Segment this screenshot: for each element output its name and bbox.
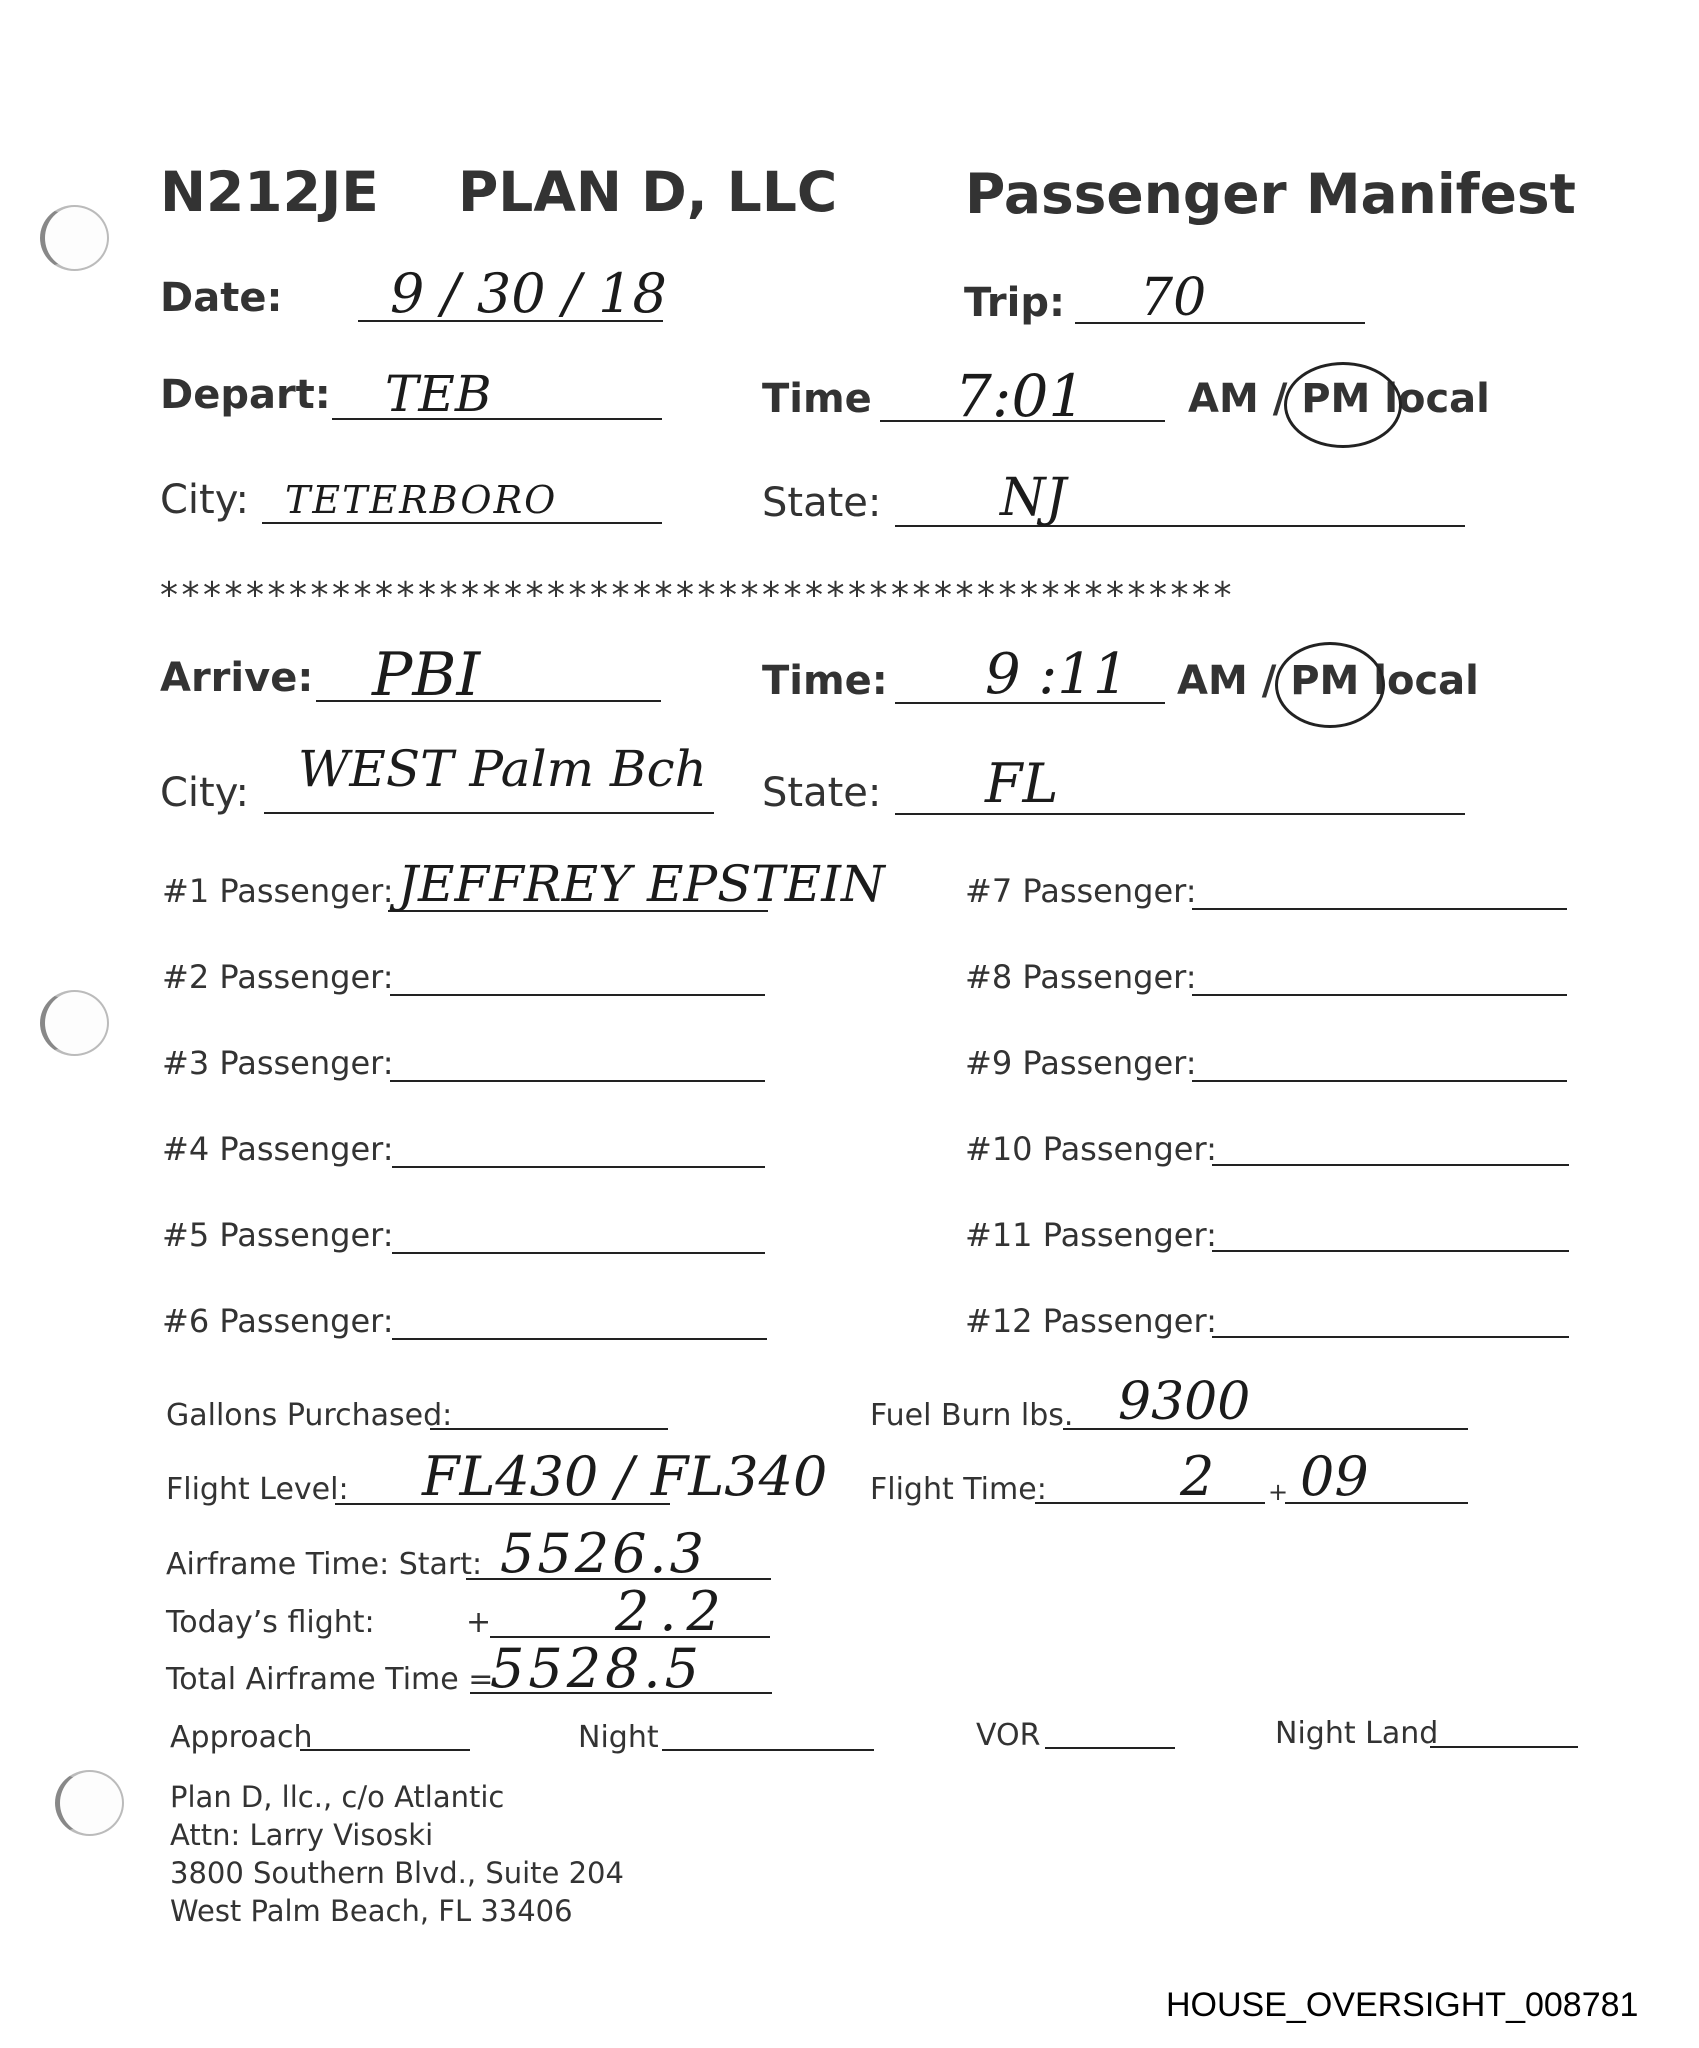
fuel-burn-value: 9300 [1118,1372,1251,1432]
binder-hole [40,205,109,271]
approach-label: Approach [170,1720,313,1755]
depart-city-label: City: [160,477,249,523]
vor-label: VOR [976,1718,1041,1753]
night-land-label: Night Land [1275,1716,1439,1751]
passenger-5-label: #5 Passenger: [162,1216,394,1254]
todays-flight-plus: + [466,1605,492,1640]
depart-state-value: NJ [1000,468,1067,528]
document-title: Passenger Manifest [965,162,1576,226]
arrive-time-value: 9 :11 [985,642,1129,707]
bates-number: HOUSE_OVERSIGHT_008781 [1166,1986,1639,2024]
flight-time-label: Flight Time: [870,1472,1047,1507]
depart-state-line [895,525,1465,527]
arrive-state-line [895,813,1465,815]
address-line-2: Attn: Larry Visoski [170,1818,434,1852]
separator-stars: ************************************************** [160,575,1235,616]
arrive-time-label: Time: [762,658,888,704]
depart-city-value: TETERBORO [285,478,558,522]
arrive-label: Arrive: [160,655,314,701]
flight-time-hours-line [1035,1502,1265,1504]
depart-city-line [262,522,662,524]
passenger-1-label: #1 Passenger: [162,872,394,910]
depart-value: TEB [385,365,492,423]
todays-flight-value: 2.2 [615,1580,731,1643]
depart-time-value: 7:01 [955,362,1086,430]
depart-ampm-label: AM / PM local [1188,376,1490,422]
depart-label: Depart: [160,372,331,418]
arrive-state-value: FL [985,752,1059,815]
passenger-4-label: #4 Passenger: [162,1130,394,1168]
passenger-6-label: #6 Passenger: [162,1302,394,1340]
flight-time-minutes: 09 [1300,1445,1369,1508]
vor-line [1045,1747,1175,1749]
address-block [170,1778,624,1930]
passenger-2-line [390,994,765,996]
depart-time-label: Time [762,376,872,422]
arrive-state-label: State: [762,770,882,816]
date-label: Date: [160,275,283,321]
arrive-ampm-label: AM / PM local [1177,658,1479,704]
flight-time-hours: 2 [1180,1445,1215,1508]
night-land-line [1430,1746,1578,1748]
passenger-12-line [1212,1336,1569,1338]
passenger-10-label: #10 Passenger: [965,1130,1217,1168]
night-line [662,1749,874,1751]
gallons-label: Gallons Purchased: [166,1398,453,1433]
binder-hole [40,990,109,1056]
address-line-1: Plan D, llc., c/o Atlantic [170,1780,505,1814]
passenger-12-label: #12 Passenger: [965,1302,1217,1340]
flight-time-separator: + [1268,1478,1289,1506]
passenger-9-line [1192,1080,1567,1082]
passenger-3-label: #3 Passenger: [162,1044,394,1082]
total-airframe-value: 5528.5 [490,1637,703,1700]
company-name: PLAN D, LLC [458,160,838,224]
night-label: Night [578,1720,659,1755]
passenger-7-line [1192,908,1567,910]
gallons-line [430,1428,668,1430]
passenger-2-label: #2 Passenger: [162,958,394,996]
pm-circle-mark [1275,642,1385,728]
arrive-city-line [264,812,714,814]
depart-line [332,418,662,420]
arrive-value: PBI [372,640,481,710]
passenger-10-line [1212,1164,1569,1166]
airframe-start-label: Airframe Time: Start: [166,1547,483,1582]
passenger-5-line [392,1252,765,1254]
address-line-4: West Palm Beach, FL 33406 [170,1894,573,1928]
passenger-8-line [1192,994,1567,996]
trip-label: Trip: [964,280,1065,326]
fuel-burn-label: Fuel Burn lbs. [870,1398,1074,1433]
arrive-city-label: City: [160,770,249,816]
pm-circle-mark [1284,362,1402,448]
trip-line [1075,322,1365,324]
trip-value: 70 [1140,268,1207,328]
binder-hole [55,1770,124,1836]
flight-level-label: Flight Level: [166,1472,349,1507]
arrive-line [316,700,661,702]
passenger-9-label: #9 Passenger: [965,1044,1197,1082]
approach-line [300,1749,470,1751]
passenger-4-line [392,1166,765,1168]
passenger-11-line [1212,1250,1569,1252]
depart-state-label: State: [762,480,882,526]
address-line-3: 3800 Southern Blvd., Suite 204 [170,1856,624,1890]
passenger-7-label: #7 Passenger: [965,872,1197,910]
todays-flight-label: Today’s flight: [166,1605,375,1640]
arrive-city-value: WEST Palm Bch [298,740,707,798]
airframe-start-value: 5526.3 [500,1522,707,1585]
passenger-8-label: #8 Passenger: [965,958,1197,996]
flight-level-value: FL430 / FL340 [422,1445,828,1508]
total-airframe-label: Total Airframe Time = [166,1662,494,1697]
passenger-6-line [392,1338,767,1340]
passenger-1-value: JEFFREY EPSTEIN [398,855,885,913]
date-value: 9 / 30 / 18 [390,262,667,325]
passenger-3-line [390,1080,765,1082]
passenger-11-label: #11 Passenger: [965,1216,1217,1254]
tail-number: N212JE [160,160,379,224]
